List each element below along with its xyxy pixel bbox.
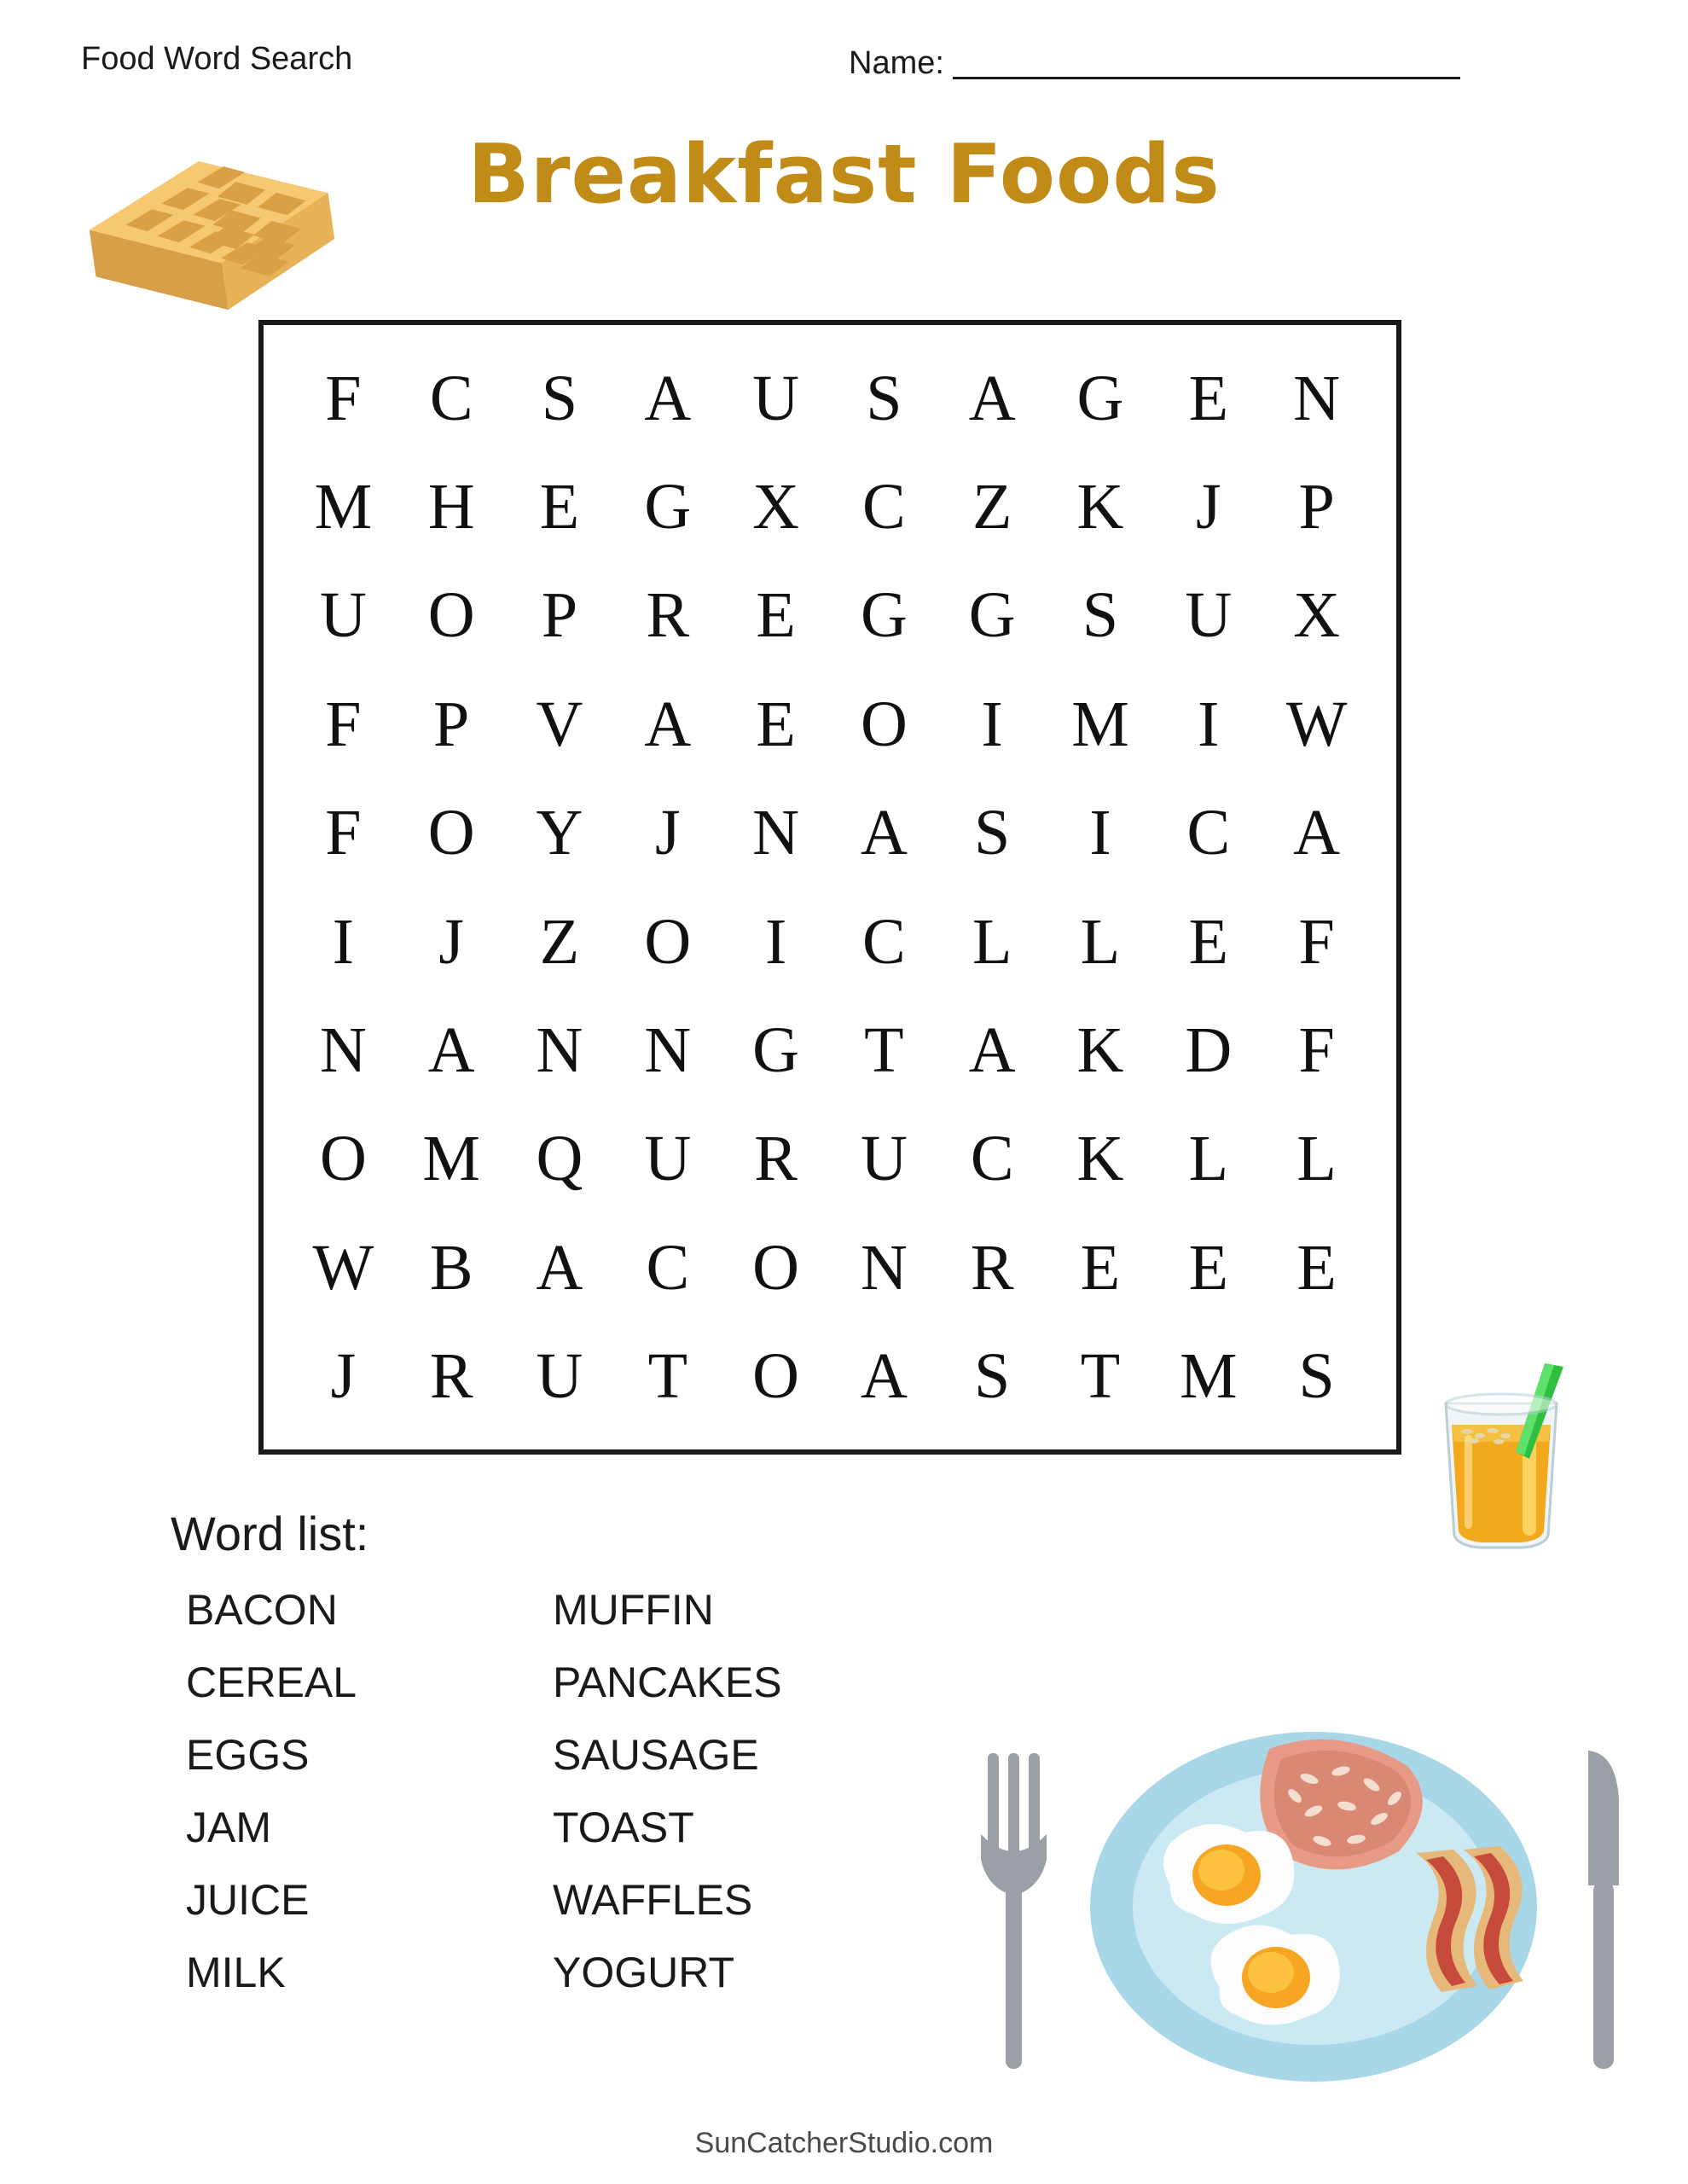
grid-cell-r7-c6[interactable]: T [864,1014,904,1087]
word-list-item[interactable]: BACON [186,1586,338,1634]
grid-cell-r6-c6[interactable]: C [862,905,906,978]
grid-cell-r10-c7[interactable]: S [974,1340,1011,1413]
grid-cell-r7-c3[interactable]: N [536,1014,583,1087]
grid-cell-r8-c6[interactable]: U [860,1123,908,1195]
word-list-item[interactable]: CEREAL [186,1658,357,1706]
grid-cell-r10-c1[interactable]: J [330,1340,357,1413]
grid-cell-r6-c5[interactable]: I [764,905,787,978]
grid-cell-r1-c8[interactable]: G [1076,362,1124,434]
grid-cell-r3-c8[interactable]: S [1082,579,1119,652]
grid-cell-r4-c3[interactable]: V [536,688,583,760]
word-list-item[interactable]: YOGURT [553,1949,734,1996]
grid-cell-r2-c3[interactable]: E [539,471,580,543]
grid-cell-r5-c3[interactable]: Y [536,797,583,869]
grid-cell-r6-c8[interactable]: L [1080,905,1121,978]
word-list-item[interactable]: MUFFIN [553,1586,714,1634]
grid-cell-r3-c4[interactable]: R [646,579,690,652]
grid-cell-r8-c1[interactable]: O [319,1123,367,1195]
grid-cell-r4-c1[interactable]: F [325,688,362,760]
grid-cell-r5-c10[interactable]: A [1293,797,1341,869]
knife-icon [1588,1751,1619,2069]
grid-cell-r2-c4[interactable]: G [644,471,692,543]
grid-cell-r9-c7[interactable]: R [970,1231,1014,1304]
grid-cell-r10-c2[interactable]: R [429,1340,473,1413]
grid-cell-r10-c5[interactable]: O [752,1340,800,1413]
word-search-grid[interactable] [258,320,1401,1455]
word-list-item[interactable]: WAFFLES [553,1876,753,1924]
grid-cell-r9-c4[interactable]: C [646,1231,690,1304]
grid-cell-r5-c1[interactable]: F [325,797,362,869]
grid-cell-r6-c10[interactable]: F [1298,905,1335,978]
grid-cell-r1-c1[interactable]: F [325,362,362,434]
grid-cell-r6-c1[interactable]: I [332,905,355,978]
site-credit: SunCatcherStudio.com [694,2127,994,2159]
grid-cell-r3-c5[interactable]: E [756,579,796,652]
grid-cell-r5-c4[interactable]: J [655,797,681,869]
grid-cell-r5-c6[interactable]: A [860,797,908,869]
grid-cell-r8-c2[interactable]: M [422,1123,480,1195]
grid-cell-r5-c7[interactable]: S [974,797,1011,869]
grid-cell-r10-c8[interactable]: T [1080,1340,1121,1413]
grid-cell-r1-c9[interactable]: E [1188,362,1228,434]
word-list-item[interactable]: EGGS [186,1731,310,1779]
grid-cell-r2-c1[interactable]: M [314,471,373,543]
word-list-item[interactable]: JUICE [186,1876,310,1924]
grid-cell-r5-c9[interactable]: C [1186,797,1231,869]
grid-cell-r9-c1[interactable]: W [312,1231,374,1304]
name-label: Name: [849,45,944,81]
grid-cell-r1-c10[interactable]: N [1293,362,1341,434]
grid-cell-r2-c7[interactable]: Z [972,471,1012,543]
grid-cell-r2-c2[interactable]: H [427,471,475,543]
orange-juice-icon [1420,1356,1582,1553]
grid-cell-r5-c8[interactable]: I [1089,797,1111,869]
grid-cell-r1-c2[interactable]: C [429,362,473,434]
grid-cell-r3-c3[interactable]: P [541,579,578,652]
grid-cell-r7-c9[interactable]: D [1185,1014,1233,1087]
grid-cell-r8-c9[interactable]: L [1188,1123,1228,1195]
grid-cell-r4-c6[interactable]: O [860,688,908,760]
grid-cell-r9-c10[interactable]: E [1296,1231,1337,1304]
grid-cell-r4-c10[interactable]: W [1285,688,1348,760]
grid-cell-r2-c6[interactable]: C [862,471,906,543]
grid-cell-r10-c10[interactable]: S [1298,1340,1335,1413]
grid-cell-r3-c6[interactable]: G [860,579,908,652]
grid-cell-r7-c8[interactable]: K [1076,1014,1124,1087]
grid-cell-r1-c5[interactable]: U [752,362,800,434]
word-list-item[interactable]: SAUSAGE [553,1731,759,1779]
grid-cell-r3-c1[interactable]: U [319,579,367,652]
grid-cell-r6-c9[interactable]: E [1188,905,1228,978]
breakfast-plate-icon [955,1604,1672,2082]
grid-cell-r2-c5[interactable]: X [752,471,800,543]
word-list-heading: Word list: [171,1507,369,1560]
grid-cell-r4-c7[interactable]: I [981,688,1003,760]
grid-cell-r8-c8[interactable]: K [1076,1123,1124,1195]
grid-cell-r6-c7[interactable]: L [972,905,1012,978]
grid-cell-r1-c3[interactable]: S [541,362,578,434]
grid-cell-r2-c8[interactable]: K [1076,471,1124,543]
grid-cell-r3-c9[interactable]: U [1185,579,1233,652]
word-list-item[interactable]: MILK [186,1949,286,1996]
grid-cell-r8-c4[interactable]: U [644,1123,692,1195]
grid-cell-r1-c4[interactable]: A [644,362,692,434]
grid-cell-r10-c6[interactable]: A [860,1340,908,1413]
grid-cell-r7-c5[interactable]: G [752,1014,800,1087]
grid-cell-r5-c2[interactable]: O [427,797,475,869]
grid-cell-r2-c10[interactable]: P [1298,471,1335,543]
grid-cell-r3-c10[interactable]: X [1293,579,1341,652]
grid-cell-r9-c5[interactable]: O [752,1231,800,1304]
grid-cell-r8-c7[interactable]: C [970,1123,1014,1195]
grid-cell-r4-c4[interactable]: A [644,688,692,760]
grid-cell-r6-c4[interactable]: O [644,905,692,978]
grid-cell-r4-c5[interactable]: E [756,688,796,760]
word-list [186,1574,851,2009]
grid-cell-r9-c6[interactable]: N [860,1231,908,1304]
grid-cell-r6-c3[interactable]: Z [539,905,580,978]
grid-cell-r9-c2[interactable]: B [429,1231,473,1304]
word-list-item[interactable]: TOAST [553,1804,694,1851]
grid-cell-r6-c2[interactable]: J [438,905,464,978]
grid-cell-r3-c2[interactable]: O [427,579,475,652]
grid-cell-r3-c7[interactable]: G [968,579,1016,652]
grid-cell-r7-c10[interactable]: F [1298,1014,1335,1087]
grid-cell-r7-c1[interactable]: N [319,1014,367,1087]
worksheet-type-label: Food Word Search [81,41,353,77]
word-list-item[interactable]: JAM [186,1804,271,1851]
grid-cell-r7-c2[interactable]: A [427,1014,475,1087]
worksheet-header [0,41,1688,92]
grid-cell-r10-c4[interactable]: T [647,1340,687,1413]
grid-cell-r4-c8[interactable]: M [1071,688,1129,760]
word-list-item[interactable]: PANCAKES [553,1658,782,1706]
grid-cell-r8-c3[interactable]: Q [536,1123,583,1195]
grid-cell-r5-c5[interactable]: N [752,797,800,869]
grid-cell-r10-c9[interactable]: M [1180,1340,1238,1413]
grid-cell-r1-c7[interactable]: A [968,362,1016,434]
page-title: Breakfast Foods [467,128,1221,222]
grid-cell-r4-c9[interactable]: I [1198,688,1220,760]
grid-cell-r9-c8[interactable]: E [1080,1231,1121,1304]
grid-cell-r8-c5[interactable]: R [754,1123,798,1195]
grid-cell-r9-c3[interactable]: A [536,1231,583,1304]
grid-cell-r4-c2[interactable]: P [433,688,470,760]
fork-icon [981,1753,1047,2069]
grid-cell-r2-c9[interactable]: J [1196,471,1221,543]
name-field-group [849,41,1460,79]
name-input-line[interactable] [953,41,1460,79]
grid-cell-r7-c7[interactable]: A [968,1014,1016,1087]
grid-cell-r1-c6[interactable]: S [866,362,902,434]
grid-cell-r9-c9[interactable]: E [1188,1231,1228,1304]
grid-cell-r10-c3[interactable]: U [536,1340,583,1413]
grid-cell-r8-c10[interactable]: L [1296,1123,1337,1195]
grid-cell-r7-c4[interactable]: N [644,1014,692,1087]
